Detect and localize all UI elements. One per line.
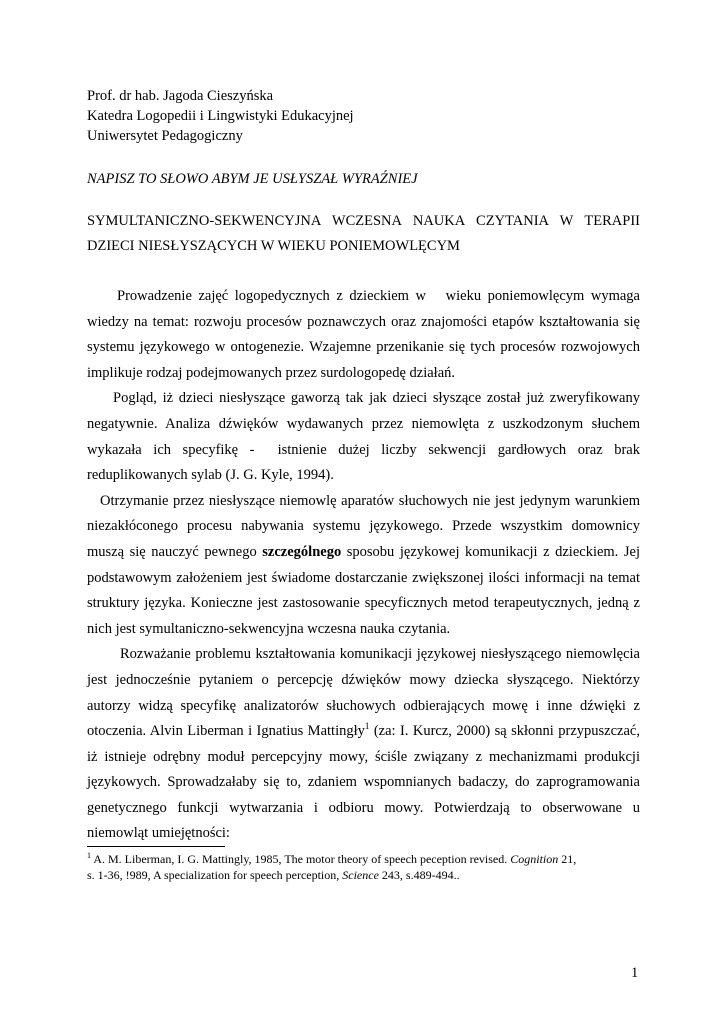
document-subtitle: NAPISZ TO SŁOWO ABYM JE USŁYSZAŁ WYRAŹNIEJ [87, 171, 418, 187]
footnote-journal-2: Science [342, 868, 379, 882]
footnote-text-4: 243, s.489-494.. [378, 868, 460, 882]
footnote-text-2: 21, [558, 852, 577, 866]
footnote-reference[interactable]: 1 [364, 721, 370, 732]
paragraph-3-text-start: Otrzymanie przez niesłyszące niemowlę aparatów słuchowych nie jest jedynym warunkiem niezakłóconego procesu nabywania systemu językowego. Przede wszystkim domownicy muszą się nauczyć pewnego [87, 492, 640, 560]
page-number: 1 [631, 965, 639, 981]
footnote-text-3: s. 1-36, !989, A specialization for speech perception, [87, 868, 343, 882]
footnote-line-2 [87, 867, 647, 883]
footnote [87, 851, 647, 883]
paragraph-1: Prowadzenie zajęć logopedycznych z dzieckiem w wieku poniemowlęcym wymaga wiedzy na temat: rozwoju procesów poznawczych oraz znajomości etapów kształtowania się systemu językowego w ontogenezie. Wzajemne przenikanie się tych procesów rozwojowych implikuje rodzaj podejmowanych przez surdologopedę działań. [87, 288, 640, 381]
author-block [87, 86, 354, 146]
paragraph-3-text-end: sposobu językowej komunikacji z dzieckiem. Jej podstawowym założeniem jest świadome dostarczanie zwiększonej ilości informacji na temat struktury języka. Konieczne jest zastosowanie specyficznych metod terapeutycznych, jedną z nich jest symultaniczno-sekwencyjna wczesna nauka czytania. [87, 543, 640, 637]
footnote-divider [87, 846, 225, 847]
footnote-journal-1: Cognition [510, 852, 559, 866]
paragraph-4-text-end: (za: I. Kurcz, 2000) są skłonni przypuszczać, iż istnieje odrębny moduł percepcyjny mowy, ściśle związany z mechanizmami produkcji językowych. Sprowadzałaby się to, zdaniem wspomnianych badaczy, do zaprogramowania genetycznego funkcji wytwarzania i odbioru mowy. Potwierdzają to obserwowane u niemowląt umiejętności: [87, 723, 640, 842]
department-name: Katedra Logopedii i Lingwistyki Edukacyjnej [87, 108, 354, 124]
footnote-line-1 [87, 851, 647, 867]
footnote-marker: 1 [87, 851, 91, 860]
paragraph-3 [87, 489, 640, 643]
body-text [87, 284, 640, 847]
paragraph-3-bold-word: szczególnego [262, 543, 342, 560]
paragraph-4-text-start: Rozważanie problemu kształtowania komunikacji językowej niesłyszącego niemowlęcia jest jednocześnie pytaniem o percepcję dźwięków mowy dziecka słyszącego. Niektórzy autorzy widzą specyfikę analizatorów słuchowych odbierających mowę i inne dźwięki z otoczenia. Alvin Liberman i Ignatius Mattingły [87, 646, 640, 740]
footnote-text-1: A. M. Liberman, I. G. Mattingly, 1985, The motor theory of speech peception revised. [91, 852, 511, 866]
university-name: Uniwersytet Pedagogiczny [87, 128, 243, 144]
paragraph-2: Pogląd, iż dzieci niesłyszące gaworzą tak jak dzieci słyszące został już zweryfikowany negatywnie. Analiza dźwięków wydawanych przez niemowlęta z uszkodzonym słuchem wykazała ich specyfikę - istnienie dużej liczby sekwencji gardłowych oraz brak reduplikowanych sylab (J. G. Kyle, 1994). [87, 390, 640, 484]
paragraph-4 [87, 642, 640, 847]
document-title: SYMULTANICZNO-SEKWENCYJNA WCZESNA NAUKA CZYTANIA W TERAPII DZIECI NIESŁYSZĄCYCH W WIEKU PONIEMOWLĘCYM [87, 213, 640, 254]
author-name: Prof. dr hab. Jagoda Cieszyńska [87, 88, 274, 104]
